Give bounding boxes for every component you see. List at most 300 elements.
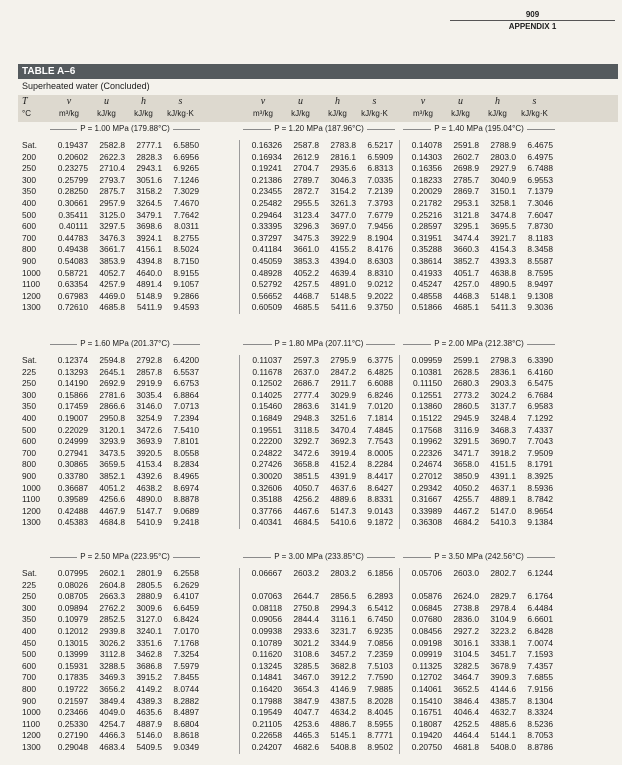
temperature-cell: 300 xyxy=(22,174,36,185)
table-cell: 9.3036 xyxy=(527,302,553,313)
table-cell: 3112.8 xyxy=(100,649,125,660)
table-cell: 0.25799 xyxy=(57,174,88,185)
table-cell: 3851.5 xyxy=(293,471,319,481)
table-cell: 7.4357 xyxy=(527,660,553,671)
table-cell: 3104.9 xyxy=(490,614,516,625)
table-cell: 2591.8 xyxy=(453,140,479,150)
table-cell: 0.15931 xyxy=(57,660,88,671)
table-cell: 0.06845 xyxy=(411,602,442,613)
table-cell: 4684.2 xyxy=(453,517,479,528)
table-cell: 2628.5 xyxy=(453,366,479,377)
table-cell: 8.6303 xyxy=(367,256,393,266)
table-cell: 3847.9 xyxy=(293,695,319,706)
table-row xyxy=(0,494,622,505)
table-cell: 2866.6 xyxy=(99,401,125,412)
table-cell: 3123.4 xyxy=(293,209,319,220)
table-cell: 3475.3 xyxy=(293,232,319,243)
table-cell: 0.23466 xyxy=(57,707,88,718)
table-cell: 2802.7 xyxy=(490,568,516,578)
table-cell: 7.5979 xyxy=(173,660,199,671)
page-header xyxy=(450,10,615,31)
table-cell: 7.3046 xyxy=(527,198,553,208)
table-cell: 3852.7 xyxy=(453,256,479,266)
table-cell: 3282.5 xyxy=(453,660,479,671)
table-cell: 2785.7 xyxy=(453,174,479,185)
table-cell: 2781.6 xyxy=(99,389,125,400)
table-cell: 3471.7 xyxy=(453,447,479,458)
table-cell: 0.19549 xyxy=(251,707,282,718)
table-cell: 7.4845 xyxy=(367,424,393,435)
pressure-rule xyxy=(243,552,395,568)
table-cell: 6.5412 xyxy=(367,602,393,613)
table-cell: 0.24674 xyxy=(411,459,442,470)
table-cell: 4684.5 xyxy=(293,517,319,528)
table-cell: 2793.7 xyxy=(99,174,125,185)
table-cell: 8.1904 xyxy=(367,232,393,243)
table-cell: 8.7771 xyxy=(367,730,393,741)
table-cell: 2798.3 xyxy=(490,355,516,365)
table-cell: 0.19962 xyxy=(411,436,442,447)
table-cell: 4049.0 xyxy=(99,707,125,718)
table-cell: 3223.2 xyxy=(490,626,516,636)
table-cell: 2587.8 xyxy=(293,140,319,150)
table-cell: 4046.4 xyxy=(453,707,479,718)
table-cell: 0.16934 xyxy=(251,151,282,162)
table-cell: 4050.2 xyxy=(453,482,479,493)
table-cell: 0.24207 xyxy=(251,742,282,752)
temperature-cell: 1000 xyxy=(22,707,41,718)
pressure-label: P = 3.00 MPa (233.85°C) xyxy=(271,552,367,561)
table-cell: 2624.0 xyxy=(453,591,479,602)
table-cell: 0.14190 xyxy=(57,378,88,389)
table-cell: 0.07680 xyxy=(411,614,442,625)
table-cell: 3264.5 xyxy=(136,198,162,208)
table-cell: 4685.1 xyxy=(453,302,479,313)
table-cell: 3921.7 xyxy=(490,232,516,243)
table-cell: 8.7150 xyxy=(173,256,199,266)
column-symbol: s xyxy=(532,96,537,107)
table-row xyxy=(0,614,622,625)
table-cell: 3652.5 xyxy=(453,684,479,694)
temperature-cell: 900 xyxy=(22,256,36,266)
table-cell: 4391.9 xyxy=(330,471,356,481)
table-cell: 0.09938 xyxy=(251,626,282,636)
pressure-label: P = 2.00 MPa (212.38°C) xyxy=(431,339,527,348)
table-cell: 7.1246 xyxy=(173,174,199,185)
table-cell: 4685.8 xyxy=(99,302,125,313)
table-cell: 3146.0 xyxy=(136,401,162,412)
table-cell: 8.8878 xyxy=(173,494,199,505)
table-cell: 0.05876 xyxy=(411,591,442,602)
table-cell: 2710.4 xyxy=(99,163,125,174)
table-row xyxy=(0,730,622,741)
table-cell: 7.0120 xyxy=(367,401,393,412)
table-cell: 4255.7 xyxy=(453,494,479,505)
table-cell: 6.8313 xyxy=(367,163,393,174)
table-cell: 8.2284 xyxy=(367,459,393,470)
table-cell: 7.0074 xyxy=(527,637,553,648)
table-cell: 6.8428 xyxy=(527,626,553,636)
temperature-cell: 800 xyxy=(22,684,36,694)
table-cell: 2880.9 xyxy=(136,591,162,602)
table-row xyxy=(0,175,622,186)
table-cell: 9.1308 xyxy=(527,290,553,301)
table-cell: 4385.7 xyxy=(490,695,516,706)
table-cell: 7.8730 xyxy=(527,221,553,232)
table-cell: 0.10789 xyxy=(251,637,282,648)
table-cell: 4890.0 xyxy=(136,494,162,505)
table-cell: 4257.5 xyxy=(293,279,319,290)
table-row xyxy=(0,638,622,649)
pressure-header xyxy=(50,124,200,140)
table-row xyxy=(0,448,622,459)
pressure-rule xyxy=(50,552,200,568)
pressure-rule xyxy=(50,124,200,140)
table-cell: 3695.5 xyxy=(490,221,516,232)
temperature-cell: Sat. xyxy=(22,568,37,578)
table-cell: 2935.6 xyxy=(330,163,356,174)
table-cell: 0.12702 xyxy=(411,672,442,683)
table-cell: 2777.4 xyxy=(293,389,319,400)
column-unit: m³/kg xyxy=(253,109,273,118)
table-cell: 6.6601 xyxy=(527,614,553,625)
table-cell: 6.8424 xyxy=(173,614,199,625)
table-cell: 7.2394 xyxy=(173,413,199,423)
table-cell: 4154.3 xyxy=(490,244,516,255)
table-cell: 2788.9 xyxy=(490,140,516,150)
table-cell: 3846.4 xyxy=(453,695,479,706)
table-cell: 3125.0 xyxy=(99,209,125,220)
table-cell: 4889.6 xyxy=(330,494,356,505)
pressure-label: P = 3.50 MPa (242.56°C) xyxy=(431,552,527,561)
table-cell: 9.1057 xyxy=(173,279,199,290)
table-cell: 0.14025 xyxy=(251,389,282,400)
table-cell: 4394.8 xyxy=(136,256,162,266)
table-row xyxy=(0,603,622,614)
table-cell: 2803.2 xyxy=(330,568,356,578)
table-cell: 2692.9 xyxy=(99,378,125,389)
pressure-header xyxy=(50,552,200,568)
table-cell: 8.4897 xyxy=(173,707,199,718)
table-cell: 0.22200 xyxy=(251,436,282,447)
pressure-label: P = 2.50 MPa (223.95°C) xyxy=(77,552,173,561)
table-row xyxy=(0,140,622,151)
table-cell: 6.5217 xyxy=(367,140,393,150)
column-symbol: v xyxy=(420,96,426,107)
page-number: 909 xyxy=(525,10,540,19)
table-cell: 3464.7 xyxy=(453,672,479,683)
appendix-label: APPENDIX 1 xyxy=(450,20,615,31)
table-cell: 7.1593 xyxy=(527,649,553,660)
table-cell: 3254.9 xyxy=(136,413,162,423)
table-row xyxy=(0,517,622,528)
table-cell: 3472.6 xyxy=(136,424,162,435)
table-cell: 8.0311 xyxy=(174,221,199,232)
temperature-cell: Sat. xyxy=(22,140,37,150)
table-cell: 7.9885 xyxy=(367,684,393,694)
table-cell: 3853.3 xyxy=(293,256,319,266)
table-cell: 0.08705 xyxy=(57,591,88,602)
table-cell: 3293.9 xyxy=(99,436,125,447)
table-row xyxy=(0,506,622,517)
column-symbol: s xyxy=(178,96,183,107)
table-cell: 0.10381 xyxy=(411,366,442,377)
table-cell: 0.67983 xyxy=(57,290,88,301)
table-cell: 6.8246 xyxy=(367,389,393,400)
column-unit: kJ/kg·K xyxy=(361,109,388,118)
table-cell: 7.7543 xyxy=(367,436,393,447)
table-cell: 3108.6 xyxy=(293,649,319,660)
table-cell: 0.33989 xyxy=(411,505,442,516)
temperature-cell: 600 xyxy=(22,436,36,447)
table-cell: 3470.4 xyxy=(330,424,356,435)
table-cell: 0.16356 xyxy=(411,163,442,174)
table-cell: 3451.7 xyxy=(490,649,516,660)
table-cell: 6.4107 xyxy=(173,591,199,602)
table-cell: 3924.1 xyxy=(136,232,162,243)
pressure-rule xyxy=(243,339,395,355)
table-cell: 8.8331 xyxy=(367,494,393,505)
table-row xyxy=(0,742,622,753)
table-cell: 5408.8 xyxy=(330,742,356,752)
table-cell: 2919.9 xyxy=(136,378,162,389)
table-cell: 7.5410 xyxy=(173,424,199,435)
table-cell: 3852.1 xyxy=(99,471,125,481)
table-cell: 0.41184 xyxy=(252,244,282,255)
table-cell: 4638.8 xyxy=(490,267,516,278)
table-cell: 4886.7 xyxy=(330,718,356,729)
table-cell: 2773.2 xyxy=(453,389,479,400)
temperature-cell: 350 xyxy=(22,401,36,412)
table-cell: 8.6974 xyxy=(173,482,199,493)
table-cell: 8.8310 xyxy=(367,267,393,278)
table-row xyxy=(0,436,622,447)
table-cell: 3469.3 xyxy=(99,672,125,683)
table-cell: 3661.0 xyxy=(293,244,319,255)
table-cell: 3479.1 xyxy=(136,209,162,220)
table-row xyxy=(0,413,622,424)
table-cell: 6.1764 xyxy=(527,591,553,602)
table-row xyxy=(0,719,622,730)
table-cell: 3476.3 xyxy=(99,232,125,243)
table-cell: 2948.3 xyxy=(293,413,319,423)
table-cell: 0.28250 xyxy=(57,186,88,197)
table-cell: 0.72610 xyxy=(57,302,88,313)
table-cell: 8.2834 xyxy=(173,459,199,470)
table-cell: 6.2893 xyxy=(367,591,393,602)
table-cell: 8.2755 xyxy=(173,232,199,243)
table-cell: 0.25216 xyxy=(411,209,442,220)
temperature-cell: 300 xyxy=(22,602,36,613)
temperature-cell: 250 xyxy=(22,591,36,602)
table-cell: 0.15122 xyxy=(411,413,442,423)
table-cell: 0.16326 xyxy=(251,140,282,150)
table-cell: 3462.8 xyxy=(136,649,162,660)
table-cell: 2836.1 xyxy=(490,366,516,377)
table-cell: 5147.3 xyxy=(330,505,356,516)
table-cell: 4256.2 xyxy=(293,494,319,505)
table-cell: 4051.7 xyxy=(453,267,479,278)
table-cell: 0.16849 xyxy=(251,413,282,423)
table-cell: 8.7842 xyxy=(527,494,553,505)
table-cell: 7.3793 xyxy=(367,198,393,208)
table-cell: 4392.6 xyxy=(136,471,162,481)
table-cell: 6.9265 xyxy=(173,163,199,174)
table-cell: 9.2418 xyxy=(173,517,199,528)
table-cell: 0.41933 xyxy=(411,267,442,278)
table-cell: 2599.1 xyxy=(453,355,479,365)
column-unit: kJ/kg·K xyxy=(521,109,548,118)
table-cell: 4469.0 xyxy=(99,290,125,301)
table-cell: 3158.2 xyxy=(136,186,162,197)
table-cell: 6.4484 xyxy=(527,602,553,613)
table-cell: 7.1768 xyxy=(173,637,199,648)
table-cell: 0.11678 xyxy=(252,366,282,377)
table-row xyxy=(0,696,622,707)
table-cell: 3659.5 xyxy=(99,459,125,470)
table-cell: 2943.1 xyxy=(136,163,162,174)
table-cell: 2603.0 xyxy=(453,568,479,578)
table-cell: 4394.0 xyxy=(330,256,356,266)
table-cell: 6.6459 xyxy=(173,602,199,613)
table-cell: 7.8101 xyxy=(173,436,199,447)
table-cell: 4466.3 xyxy=(99,730,125,741)
table-cell: 0.13860 xyxy=(411,401,442,412)
table-cell: 5146.0 xyxy=(136,730,162,741)
table-cell: 2950.8 xyxy=(99,413,125,423)
table-cell: 0.21386 xyxy=(251,174,282,185)
table-cell: 3029.9 xyxy=(330,389,356,400)
table-cell: 8.7053 xyxy=(527,730,553,741)
table-cell: 7.6779 xyxy=(367,209,393,220)
table-cell: 3686.8 xyxy=(136,660,162,671)
table-cell: 6.6956 xyxy=(173,151,199,162)
table-cell: 7.6047 xyxy=(527,209,553,220)
table-cell: 2603.2 xyxy=(293,568,319,578)
table-row xyxy=(0,661,622,672)
table-cell: 0.51866 xyxy=(411,302,442,313)
table-cell: 8.5024 xyxy=(173,244,199,255)
table-cell: 5148.5 xyxy=(330,290,356,301)
table-cell: 0.37766 xyxy=(251,505,282,516)
table-row xyxy=(0,233,622,244)
table-row xyxy=(0,591,622,602)
table-cell: 2903.3 xyxy=(490,378,516,389)
table-cell: 2955.5 xyxy=(293,198,319,208)
temperature-cell: 1300 xyxy=(22,742,41,752)
table-cell: 0.19722 xyxy=(57,684,88,694)
table-cell: 3240.1 xyxy=(136,626,162,636)
table-cell: 0.17988 xyxy=(251,695,282,706)
table-cell: 0.45059 xyxy=(251,256,282,266)
table-cell: 0.11150 xyxy=(412,378,442,389)
temperature-cell: 1100 xyxy=(22,279,41,290)
table-cell: 0.09198 xyxy=(411,637,442,648)
table-cell: 4467.9 xyxy=(99,505,125,516)
column-symbol: h xyxy=(141,96,146,107)
table-cell: 2738.8 xyxy=(453,602,479,613)
temperature-cell: 300 xyxy=(22,389,36,400)
table-cell: 0.39589 xyxy=(57,494,88,505)
table-cell: 0.45383 xyxy=(57,517,88,528)
table-cell: 4887.9 xyxy=(136,718,162,729)
table-cell: 7.2359 xyxy=(367,649,393,660)
table-cell: 7.1814 xyxy=(367,413,393,423)
table-cell: 2795.9 xyxy=(330,355,356,365)
temperature-cell: 700 xyxy=(22,232,36,243)
table-cell: 0.20029 xyxy=(411,186,442,197)
table-cell: 5411.3 xyxy=(491,302,516,313)
table-row xyxy=(0,256,622,267)
table-cell: 7.9509 xyxy=(527,447,553,458)
table-row xyxy=(0,580,622,591)
table-cell: 2680.3 xyxy=(453,378,479,389)
table-cell: 0.27012 xyxy=(411,471,442,481)
table-cell: 2829.7 xyxy=(490,591,516,602)
table-cell: 0.21105 xyxy=(252,718,282,729)
table-cell: 5145.1 xyxy=(330,730,356,741)
table-row xyxy=(0,244,622,255)
table-cell: 8.3925 xyxy=(527,471,553,481)
table-row xyxy=(0,198,622,209)
table-cell: 3016.1 xyxy=(453,637,479,648)
table-row xyxy=(0,268,622,279)
table-cell: 7.8455 xyxy=(173,672,199,683)
table-cell: 0.14303 xyxy=(411,151,442,162)
table-cell: 4465.3 xyxy=(293,730,319,741)
temperature-cell: 700 xyxy=(22,447,36,458)
column-symbol: u xyxy=(298,96,303,107)
table-cell: 5147.0 xyxy=(490,505,516,516)
table-cell: 3231.7 xyxy=(330,626,356,636)
table-row xyxy=(0,186,622,197)
table-row xyxy=(0,684,622,695)
table-cell: 0.44783 xyxy=(57,232,88,243)
temperature-cell: 250 xyxy=(22,163,36,174)
table-cell: 2860.5 xyxy=(453,401,479,412)
table-cell: 2847.2 xyxy=(330,366,356,377)
table-cell: 0.35411 xyxy=(58,209,88,220)
temperature-cell: 500 xyxy=(22,424,36,435)
table-cell: 4393.3 xyxy=(490,256,516,266)
table-cell: 3021.2 xyxy=(293,637,319,648)
temperature-cell: 450 xyxy=(22,637,36,648)
table-cell: 3251.6 xyxy=(330,413,356,423)
temperature-cell: 1000 xyxy=(22,482,41,493)
table-cell: 3915.2 xyxy=(136,672,162,683)
table-cell: 0.12374 xyxy=(57,355,88,365)
temperature-cell: 900 xyxy=(22,695,36,706)
table-cell: 3344.9 xyxy=(330,637,356,648)
table-cell: 2911.7 xyxy=(331,378,356,389)
table-cell: 3474.8 xyxy=(490,209,516,220)
table-cell: 0.42488 xyxy=(57,505,88,516)
table-cell: 7.0335 xyxy=(367,174,393,185)
table-cell: 3116.9 xyxy=(454,424,479,435)
pressure-header xyxy=(243,552,395,568)
table-cell: 4253.6 xyxy=(293,718,319,729)
table-row xyxy=(0,378,622,389)
table-cell: 3261.3 xyxy=(330,198,356,208)
table-cell: 8.4176 xyxy=(367,244,393,255)
table-cell: 7.7642 xyxy=(173,209,199,220)
table-cell: 0.40111 xyxy=(58,221,88,232)
table-cell: 0.12012 xyxy=(57,626,88,636)
table-cell: 0.49438 xyxy=(57,244,88,255)
table-cell: 4637.1 xyxy=(490,482,516,493)
column-symbol: v xyxy=(260,96,266,107)
table-cell: 2783.8 xyxy=(330,140,356,150)
